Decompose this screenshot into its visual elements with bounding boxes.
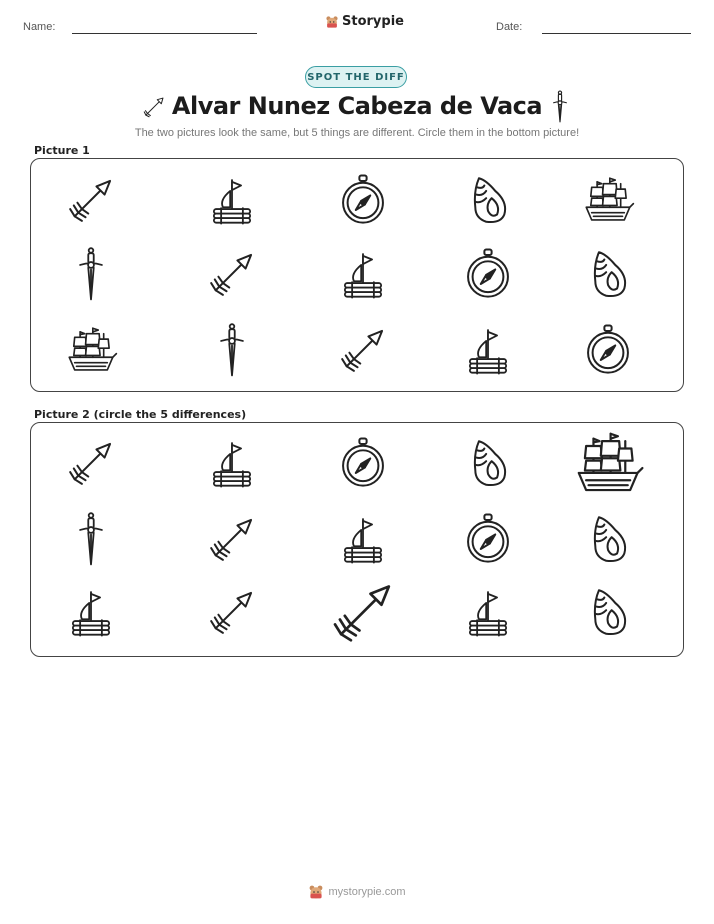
name-line[interactable]	[72, 33, 257, 34]
dagger-icon	[62, 245, 120, 303]
arrow-icon	[334, 321, 392, 379]
picture-1-panel[interactable]	[30, 158, 684, 392]
shell-icon	[459, 171, 517, 229]
ship-icon	[62, 321, 120, 379]
footer	[0, 884, 714, 900]
compass-icon	[334, 171, 392, 229]
shell-icon	[579, 245, 637, 303]
ship-icon[interactable]	[569, 424, 647, 502]
picture-2-panel[interactable]	[30, 422, 684, 657]
shell-icon[interactable]	[459, 434, 517, 492]
spot-the-diff-badge: SPOT THE DIFF	[305, 66, 407, 88]
compass-icon	[579, 321, 637, 379]
raft-icon[interactable]	[459, 583, 517, 641]
name-label: Name:	[23, 21, 56, 33]
compass-icon[interactable]	[459, 510, 517, 568]
shell-icon[interactable]	[579, 583, 637, 641]
brand	[325, 14, 404, 29]
compass-icon	[459, 245, 517, 303]
date-line[interactable]	[542, 33, 691, 34]
arrow-icon[interactable]	[62, 434, 120, 492]
page-title: Alvar Nunez Cabeza de Vaca	[171, 92, 543, 120]
instructions: The two pictures look the same, but 5 things are different. Circle them in the bottom picture!	[134, 127, 580, 139]
ship-icon	[579, 171, 637, 229]
bear-logo-icon	[325, 15, 339, 29]
raft-icon	[203, 171, 261, 229]
shell-icon[interactable]	[579, 510, 637, 568]
raft-icon	[334, 245, 392, 303]
arrow-icon	[203, 245, 261, 303]
arrow-icon[interactable]	[203, 583, 261, 641]
arrow-icon	[62, 171, 120, 229]
footer-url[interactable]: mystorypie.com	[328, 886, 406, 898]
dagger-icon[interactable]	[62, 510, 120, 568]
date-label: Date:	[496, 21, 523, 33]
raft-icon[interactable]	[334, 510, 392, 568]
picture-2-label: Picture 2 (circle the 5 differences)	[34, 408, 247, 421]
bear-footer-icon	[308, 884, 324, 900]
arrow-icon[interactable]	[203, 510, 261, 568]
dagger-title-icon	[549, 90, 571, 124]
picture-1-label: Picture 1	[34, 144, 90, 157]
raft-icon[interactable]	[62, 583, 120, 641]
dagger-icon	[203, 321, 261, 379]
brand-name: Storypie	[342, 14, 404, 29]
raft-icon	[459, 321, 517, 379]
arrow-icon[interactable]	[324, 573, 402, 651]
raft-icon[interactable]	[203, 434, 261, 492]
compass-icon[interactable]	[334, 434, 392, 492]
